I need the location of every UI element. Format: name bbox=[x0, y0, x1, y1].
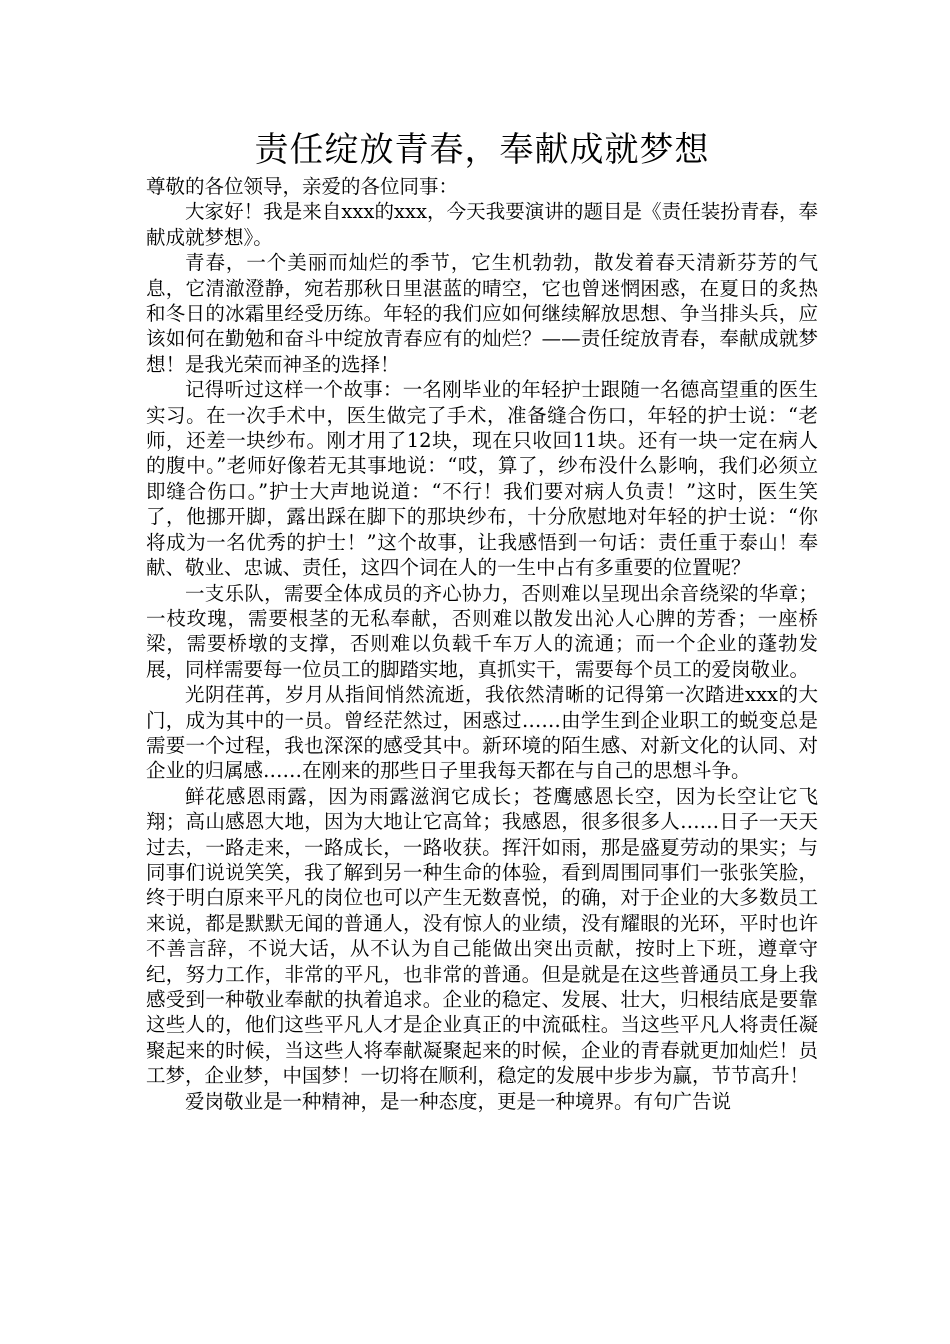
document-title: 责任绽放青春，奉献成就梦想 bbox=[254, 130, 710, 170]
document-page bbox=[146, 126, 818, 1114]
paragraph-nurse-story: 记得听过这样一个故事：一名刚毕业的年轻护士跟随一名德高望重的医生实习。在一次手术中，医生做完了手术，准备缝合伤口，年轻的护士说：“老师，还差一块纱布。刚才用了12块，现在只收回11块。还有一块一定在病人的腹中。”老师好像若无其事地说：“哎，算了，纱布没什么影响，我们必须立即缝合伤口。”护士大声地说道：“不行！我们要对病人负责！”这时，医生笑了，他挪开脚，露出踩在脚下的那块纱布，十分欣慰地对年轻的护士说：“你将成为一名优秀的护士！”这个故事，让我感悟到一句话：责任重于泰山！奉献、敬业、忠诚、责任，这四个词在人的一生中占有多重要的位置呢？ bbox=[146, 378, 818, 580]
paragraph-greeting: 大家好！我是来自xxx的xxx，今天我要演讲的题目是《责任装扮青春，奉献成就梦想》。 bbox=[146, 200, 818, 249]
paragraph-gratitude: 鲜花感恩雨露，因为雨露滋润它成长；苍鹰感恩长空，因为长空让它飞翔；高山感恩大地，因为大地让它高耸；我感恩，很多很多人……日子一天天过去，一路走来，一路成长，一路收获。挥汗如雨，那是盛夏劳动的果实；与同事们说说笑笑，我了解到另一种生命的体验，看到周围同事们一张张笑脸，终于明白原来平凡的岗位也可以产生无数喜悦，的确，对于企业的大多数员工来说，都是默默无闻的普通人，没有惊人的业绩，没有耀眼的光环，平时也许不善言辞，不说大话，从不认为自己能做出突出贡献，按时上下班，遵章守纪，努力工作，非常的平凡，也非常的普通。但是就是在这些普通员工身上我感受到一种敬业奉献的执着追求。企业的稳定、发展、壮大，归根结底是要靠这些人的，他们这些平凡人才是企业真正的中流砥柱。当这些平凡人将责任凝聚起来的时候，当这些人将奉献凝聚起来的时候，企业的青春就更加灿烂！员工梦，企业梦，中国梦！一切将在顺利，稳定的发展中步步为赢，节节高升！ bbox=[146, 784, 818, 1088]
paragraph-band: 一支乐队，需要全体成员的齐心协力，否则难以呈现出余音绕梁的华章；一枝玫瑰，需要根茎的无私奉献，否则难以散发出沁人心脾的芳香；一座桥梁，需要桥墩的支撑，否则难以负载千车万人的流通；而一个企业的蓬勃发展，同样需要每一位员工的脚踏实地，真抓实干，需要每个员工的爱岗敬业。 bbox=[146, 581, 818, 681]
paragraph-youth: 青春，一个美丽而灿烂的季节，它生机勃勃，散发着春天清新芬芳的气息，它清澈澄静，宛若那秋日里湛蓝的晴空，它也曾迷惘困惑，在夏日的炙热和冬日的冰霜里经受历练。年轻的我们应如何继续解放思想、争当排头兵，应该如何在勤勉和奋斗中绽放青春应有的灿烂？——责任绽放青春，奉献成就梦想！是我光荣而神圣的选择！ bbox=[146, 251, 818, 376]
paragraph-dedication: 爱岗敬业是一种精神，是一种态度，更是一种境界。有句广告说 bbox=[185, 1089, 732, 1113]
salutation: 尊敬的各位领导，亲爱的各位同事： bbox=[146, 175, 459, 198]
paragraph-time: 光阴荏苒，岁月从指间悄然流逝，我依然清晰的记得第一次踏进xxx的大门，成为其中的一员。曾经茫然过，困惑过……由学生到企业职工的蜕变总是需要一个过程，我也深深的感受其中。新环境的陌生感、对新文化的认同、对企业的归属感……在刚来的那些日子里我每天都在与自己的思想斗争。 bbox=[146, 683, 818, 783]
